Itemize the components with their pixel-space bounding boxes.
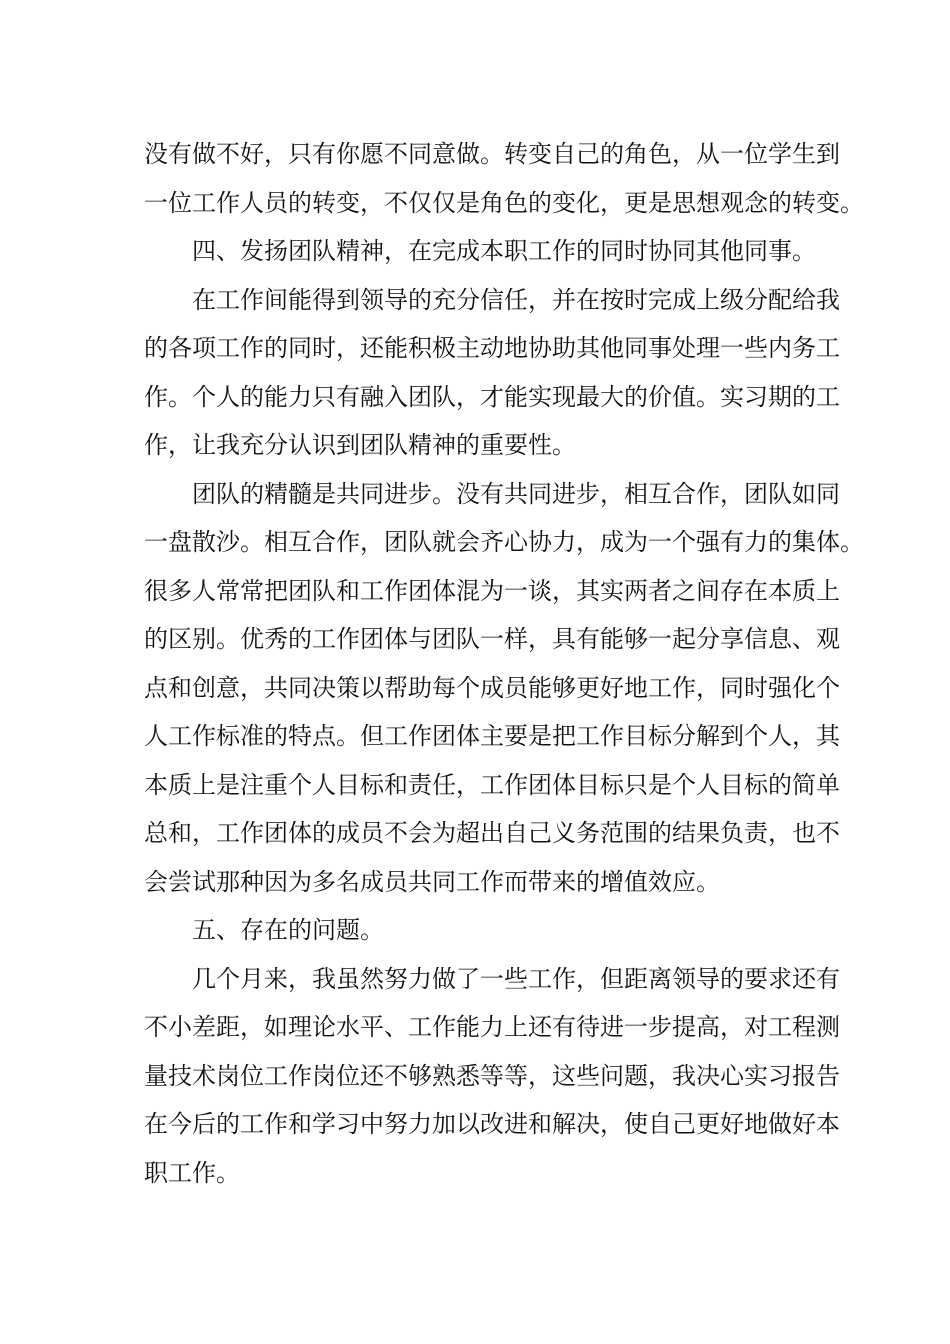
text-line: 点和创意，共同决策以帮助每个成员能够更好地工作，同时强化个: [144, 673, 840, 702]
text-line: 职工作。: [144, 1158, 240, 1187]
text-line: 的区别。优秀的工作团体与团队一样，具有能够一起分享信息、观: [144, 625, 840, 653]
text-line: 本质上是注重个人目标和责任，工作团体目标只是个人目标的简单: [144, 770, 840, 799]
text-line: 不小差距，如理论水平、工作能力上还有待进一步提高，对工程测: [144, 1013, 840, 1041]
section-heading-4: 四、发扬团队精神，在完成本职工作的同时协同其他同事。: [192, 237, 816, 265]
text-line: 的各项工作的同时，还能积极主动地协助其他同事处理一些内务工: [144, 334, 840, 362]
text-line: 没有做不好，只有你愿不同意做。转变自己的角色，从一位学生到: [144, 140, 840, 168]
text-line: 几个月来，我虽然努力做了一些工作，但距离领导的要求还有: [192, 964, 840, 993]
text-line: 作，让我充分认识到团队精神的重要性。: [144, 431, 576, 459]
text-line: 一盘散沙。相互合作，团队就会齐心协力，成为一个强有力的集体。: [144, 528, 864, 556]
text-line: 作。个人的能力只有融入团队，才能实现最大的价值。实习期的工: [144, 382, 840, 411]
text-line: 会尝试那种因为多名成员共同工作而带来的增值效应。: [144, 867, 720, 896]
text-line: 总和，工作团体的成员不会为超出自己义务范围的结果负责，也不: [144, 819, 840, 847]
body-text: [144, 130, 864, 1197]
text-line: 很多人常常把团队和工作团体混为一谈，其实两者之间存在本质上: [144, 576, 840, 605]
text-line: 在今后的工作和学习中努力加以改进和解决，使自己更好地做好本: [144, 1110, 840, 1138]
text-line: 一位工作人员的转变，不仅仅是角色的变化，更是思想观念的转变。: [144, 188, 864, 217]
section-heading-5: 五、存在的问题。: [192, 916, 384, 944]
text-line: 人工作标准的特点。但工作团体主要是把工作目标分解到个人，其: [144, 722, 840, 750]
text-line: 在工作间能得到领导的充分信任，并在按时完成上级分配给我: [192, 285, 840, 314]
text-line: 量技术岗位工作岗位还不够熟悉等等，这些问题，我决心实习报告: [144, 1061, 840, 1090]
text-line: 团队的精髓是共同进步。没有共同进步，相互合作，团队如同: [192, 479, 840, 508]
